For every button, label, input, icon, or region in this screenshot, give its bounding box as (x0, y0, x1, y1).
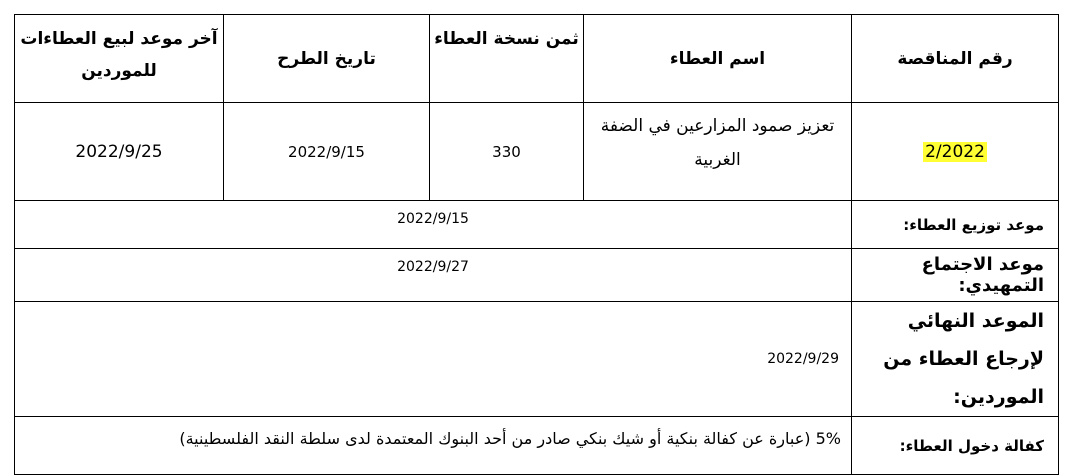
pre-meeting-row (15, 249, 1059, 302)
final-deadline-label: الموعد النهائي لإرجاع العطاء من الموردين: (852, 302, 1059, 417)
cell-offering-date: 2022/9/15 (224, 103, 430, 201)
final-deadline-row (15, 302, 1059, 417)
final-deadline-value-cell (15, 302, 852, 417)
header-tender-name: اسم العطاء (584, 15, 852, 103)
distribution-row (15, 201, 1059, 249)
tender-table (14, 14, 1059, 475)
bid-bond-label: كفالة دخول العطاء: (852, 417, 1059, 475)
cell-last-sale-date: 2022/9/25 (15, 103, 224, 201)
tender-data-row (15, 103, 1059, 201)
tender-number-value: 2/2022 (925, 141, 985, 162)
header-offering-date: تاريخ الطرح (224, 15, 430, 103)
header-copy-price: ثمن نسخة العطاء (430, 15, 584, 103)
pre-meeting-label: موعد الاجتماع التمهيدي: (852, 249, 1059, 302)
final-deadline-value: 2022/9/29 (767, 351, 839, 367)
cell-tender-number (852, 103, 1059, 201)
bid-bond-value: 5% (عبارة عن كفالة بنكية أو شيك بنكي صادر من أحد البنوك المعتمدة لدى سلطة النقد الفلسطينية) (15, 417, 852, 475)
distribution-label: موعد توزيع العطاء: (852, 201, 1059, 249)
header-row (15, 15, 1059, 103)
distribution-value: 2022/9/15 (15, 201, 852, 249)
header-last-sale-date: آخر موعد لبيع العطاءات للموردين (15, 15, 224, 103)
pre-meeting-value: 2022/9/27 (15, 249, 852, 302)
header-tender-number: رقم المناقصة (852, 15, 1059, 103)
tender-table-wrapper (14, 14, 1058, 475)
cell-tender-name: تعزيز صمود المزارعين في الضفة الغربية (584, 103, 852, 201)
bid-bond-row (15, 417, 1059, 475)
cell-copy-price: 330 (430, 103, 584, 201)
